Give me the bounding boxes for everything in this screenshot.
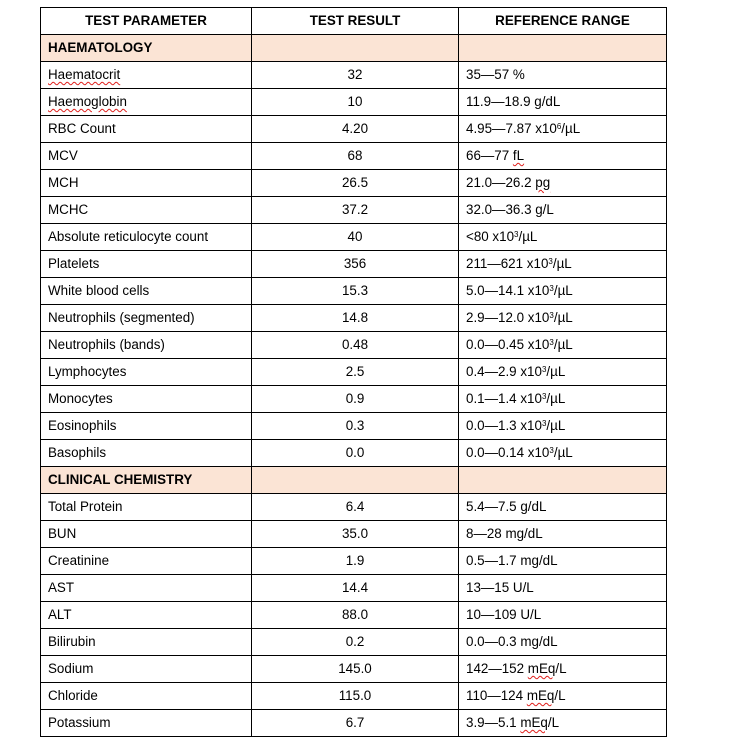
test-parameter-name: Total Protein bbox=[48, 499, 123, 514]
reference-range-cell bbox=[459, 359, 667, 386]
reference-range-cell bbox=[459, 683, 667, 710]
test-result-cell: 14.8 bbox=[252, 305, 459, 332]
range-unit: /L bbox=[547, 715, 560, 730]
table-row bbox=[41, 386, 667, 413]
range-unit-flagged: mEq bbox=[527, 661, 556, 676]
test-parameter-cell bbox=[41, 143, 252, 170]
range-exponent: 3 bbox=[548, 257, 553, 266]
test-result-cell: 115.0 bbox=[252, 683, 459, 710]
range-unit: /µL bbox=[553, 283, 573, 298]
test-result-cell: 0.3 bbox=[252, 413, 459, 440]
test-parameter-name: Potassium bbox=[48, 715, 111, 730]
test-parameter-name: Haemoglobin bbox=[48, 94, 127, 109]
reference-range-cell: 32.0—36.3 g/L bbox=[459, 197, 667, 224]
section-empty-cell bbox=[252, 467, 459, 494]
test-parameter-name: MCH bbox=[48, 175, 79, 190]
test-result-cell: 0.0 bbox=[252, 440, 459, 467]
range-exponent: 6 bbox=[556, 122, 562, 131]
test-result-cell: 0.48 bbox=[252, 332, 459, 359]
reference-range-cell bbox=[459, 278, 667, 305]
test-parameter-cell bbox=[41, 575, 252, 602]
range-exponent: 3 bbox=[549, 338, 554, 347]
reference-range-cell bbox=[459, 143, 667, 170]
table-row bbox=[41, 683, 667, 710]
test-parameter-cell bbox=[41, 656, 252, 683]
test-result-cell: 15.3 bbox=[252, 278, 459, 305]
test-parameter-cell bbox=[41, 62, 252, 89]
reference-range-cell bbox=[459, 332, 667, 359]
reference-range-cell bbox=[459, 305, 667, 332]
section-row-haematology bbox=[41, 35, 667, 62]
range-unit: /µL bbox=[553, 310, 573, 325]
reference-range-cell bbox=[459, 251, 667, 278]
table-row bbox=[41, 548, 667, 575]
test-parameter-name: ALT bbox=[48, 607, 72, 622]
table-row bbox=[41, 629, 667, 656]
test-parameter-cell bbox=[41, 629, 252, 656]
range-unit: /µL bbox=[552, 256, 572, 271]
table-row bbox=[41, 710, 667, 737]
range-unit: /L bbox=[555, 661, 567, 676]
test-parameter-cell bbox=[41, 440, 252, 467]
range-unit: /L bbox=[554, 688, 566, 703]
table-row bbox=[41, 602, 667, 629]
range-value: 211—621 x10 bbox=[466, 256, 549, 271]
test-parameter-name: Monocytes bbox=[48, 391, 113, 406]
table-row bbox=[41, 305, 667, 332]
test-result-cell: 6.7 bbox=[252, 710, 459, 737]
range-value: <80 x10 bbox=[466, 229, 515, 244]
header-row bbox=[41, 8, 667, 35]
reference-range-cell bbox=[459, 386, 667, 413]
test-parameter-cell bbox=[41, 197, 252, 224]
test-parameter-cell bbox=[41, 278, 252, 305]
table-row bbox=[41, 197, 667, 224]
test-parameter-name: BUN bbox=[48, 526, 77, 541]
reference-range-cell: 0.0—0.3 mg/dL bbox=[459, 629, 667, 656]
range-unit-flagged: pg bbox=[535, 175, 551, 190]
reference-range-cell bbox=[459, 656, 667, 683]
range-value: 142—152 bbox=[466, 661, 528, 676]
range-value: 0.0—0.14 x10 bbox=[466, 445, 550, 460]
reference-range-cell: 5.4—7.5 g/dL bbox=[459, 494, 667, 521]
test-parameter-name: RBC Count bbox=[48, 121, 116, 136]
test-result-cell: 4.20 bbox=[252, 116, 459, 143]
reference-range-cell bbox=[459, 413, 667, 440]
header-test-result: TEST RESULT bbox=[252, 8, 459, 35]
reference-range-cell bbox=[459, 224, 667, 251]
header-test-parameter: TEST PARAMETER bbox=[41, 8, 252, 35]
test-parameter-name: MCV bbox=[48, 148, 78, 163]
test-parameter-name: Neutrophils (bands) bbox=[48, 337, 165, 352]
lab-results-table bbox=[40, 7, 667, 737]
header-reference-range: REFERENCE RANGE bbox=[459, 8, 667, 35]
table-row bbox=[41, 440, 667, 467]
test-parameter-name: Basophils bbox=[48, 445, 107, 460]
test-parameter-cell bbox=[41, 548, 252, 575]
table-row bbox=[41, 494, 667, 521]
test-result-cell: 14.4 bbox=[252, 575, 459, 602]
test-parameter-name: Eosinophils bbox=[48, 418, 117, 433]
table-row bbox=[41, 278, 667, 305]
test-parameter-name: Bilirubin bbox=[48, 634, 96, 649]
range-value: 0.1—1.4 x10 bbox=[466, 391, 542, 406]
test-parameter-name: Sodium bbox=[48, 661, 94, 676]
test-parameter-name: White blood cells bbox=[48, 283, 150, 298]
test-parameter-cell bbox=[41, 413, 252, 440]
range-value: 21.0—26.2 bbox=[466, 175, 536, 190]
test-result-cell: 145.0 bbox=[252, 656, 459, 683]
test-result-cell: 6.4 bbox=[252, 494, 459, 521]
table-row bbox=[41, 143, 667, 170]
section-empty-cell bbox=[252, 35, 459, 62]
range-exponent: 3 bbox=[549, 284, 554, 293]
table-row bbox=[41, 170, 667, 197]
test-parameter-name: Haematocrit bbox=[48, 67, 121, 82]
range-value: 0.4—2.9 x10 bbox=[466, 364, 542, 379]
test-parameter-cell bbox=[41, 683, 252, 710]
range-unit: /µL bbox=[553, 337, 573, 352]
range-value: 3.9—5.1 bbox=[466, 715, 521, 730]
test-result-cell: 356 bbox=[252, 251, 459, 278]
table-body bbox=[41, 35, 667, 737]
range-value: 5.0—14.1 x10 bbox=[466, 283, 550, 298]
test-parameter-name: Creatinine bbox=[48, 553, 110, 568]
test-parameter-cell bbox=[41, 710, 252, 737]
test-result-cell: 1.9 bbox=[252, 548, 459, 575]
test-result-cell: 37.2 bbox=[252, 197, 459, 224]
test-result-cell: 0.9 bbox=[252, 386, 459, 413]
range-unit: /µL bbox=[546, 364, 566, 379]
test-parameter-cell bbox=[41, 386, 252, 413]
test-result-cell: 68 bbox=[252, 143, 459, 170]
range-unit: /µL bbox=[546, 418, 566, 433]
range-unit-flagged: mEq bbox=[520, 715, 548, 730]
range-exponent: 3 bbox=[541, 419, 547, 428]
section-empty-cell bbox=[459, 467, 667, 494]
range-value: 0.0—0.45 x10 bbox=[466, 337, 550, 352]
range-unit: /µL bbox=[518, 229, 538, 244]
range-value: 4.95—7.87 x10 bbox=[466, 121, 557, 136]
test-parameter-cell bbox=[41, 602, 252, 629]
range-unit: /µL bbox=[546, 391, 566, 406]
reference-range-cell bbox=[459, 170, 667, 197]
range-value: 2.9—12.0 x10 bbox=[466, 310, 550, 325]
test-result-cell: 32 bbox=[252, 62, 459, 89]
test-parameter-name: Neutrophils (segmented) bbox=[48, 310, 195, 325]
table-row bbox=[41, 251, 667, 278]
test-parameter-cell bbox=[41, 521, 252, 548]
table-row bbox=[41, 332, 667, 359]
test-parameter-cell bbox=[41, 305, 252, 332]
test-parameter-name: Lymphocytes bbox=[48, 364, 127, 379]
table-row bbox=[41, 62, 667, 89]
section-row-chemistry bbox=[41, 467, 667, 494]
test-parameter-cell bbox=[41, 332, 252, 359]
section-empty-cell bbox=[459, 35, 667, 62]
range-value: 66—77 bbox=[466, 148, 513, 163]
test-parameter-cell bbox=[41, 170, 252, 197]
reference-range-cell: 35—57 % bbox=[459, 62, 667, 89]
reference-range-cell: 11.9—18.9 g/dL bbox=[459, 89, 667, 116]
range-exponent: 3 bbox=[541, 392, 547, 401]
range-value: 0.0—1.3 x10 bbox=[466, 418, 542, 433]
test-result-cell: 26.5 bbox=[252, 170, 459, 197]
test-parameter-cell bbox=[41, 116, 252, 143]
test-parameter-cell bbox=[41, 89, 252, 116]
reference-range-cell: 10—109 U/L bbox=[459, 602, 667, 629]
range-unit-flagged: fL bbox=[512, 148, 525, 163]
range-unit: /µL bbox=[561, 121, 581, 136]
table-row bbox=[41, 89, 667, 116]
range-exponent: 3 bbox=[514, 230, 519, 239]
test-parameter-name: MCHC bbox=[48, 202, 89, 217]
test-parameter-cell bbox=[41, 251, 252, 278]
reference-range-cell: 13—15 U/L bbox=[459, 575, 667, 602]
test-parameter-name: Chloride bbox=[48, 688, 98, 703]
reference-range-cell: 8—28 mg/dL bbox=[459, 521, 667, 548]
test-result-cell: 2.5 bbox=[252, 359, 459, 386]
range-exponent: 3 bbox=[549, 446, 554, 455]
table-row bbox=[41, 116, 667, 143]
test-parameter-name: AST bbox=[48, 580, 75, 595]
table-row bbox=[41, 575, 667, 602]
range-unit: /µL bbox=[553, 445, 573, 460]
section-title: HAEMATOLOGY bbox=[41, 35, 252, 62]
table-row bbox=[41, 413, 667, 440]
test-result-cell: 40 bbox=[252, 224, 459, 251]
table-row bbox=[41, 656, 667, 683]
reference-range-cell bbox=[459, 116, 667, 143]
range-exponent: 3 bbox=[541, 365, 547, 374]
reference-range-cell: 0.5—1.7 mg/dL bbox=[459, 548, 667, 575]
test-result-cell: 0.2 bbox=[252, 629, 459, 656]
test-parameter-cell bbox=[41, 359, 252, 386]
test-result-cell: 35.0 bbox=[252, 521, 459, 548]
test-parameter-cell bbox=[41, 224, 252, 251]
table-row bbox=[41, 521, 667, 548]
section-title: CLINICAL CHEMISTRY bbox=[41, 467, 252, 494]
range-exponent: 3 bbox=[549, 311, 554, 320]
reference-range-cell bbox=[459, 440, 667, 467]
reference-range-cell bbox=[459, 710, 667, 737]
test-result-cell: 88.0 bbox=[252, 602, 459, 629]
test-parameter-name: Absolute reticulocyte count bbox=[48, 229, 209, 244]
range-unit-flagged: mEq bbox=[526, 688, 555, 703]
test-parameter-cell bbox=[41, 494, 252, 521]
table-row bbox=[41, 359, 667, 386]
table-row bbox=[41, 224, 667, 251]
test-result-cell: 10 bbox=[252, 89, 459, 116]
range-value: 110—124 bbox=[466, 688, 527, 703]
test-parameter-name: Platelets bbox=[48, 256, 100, 271]
